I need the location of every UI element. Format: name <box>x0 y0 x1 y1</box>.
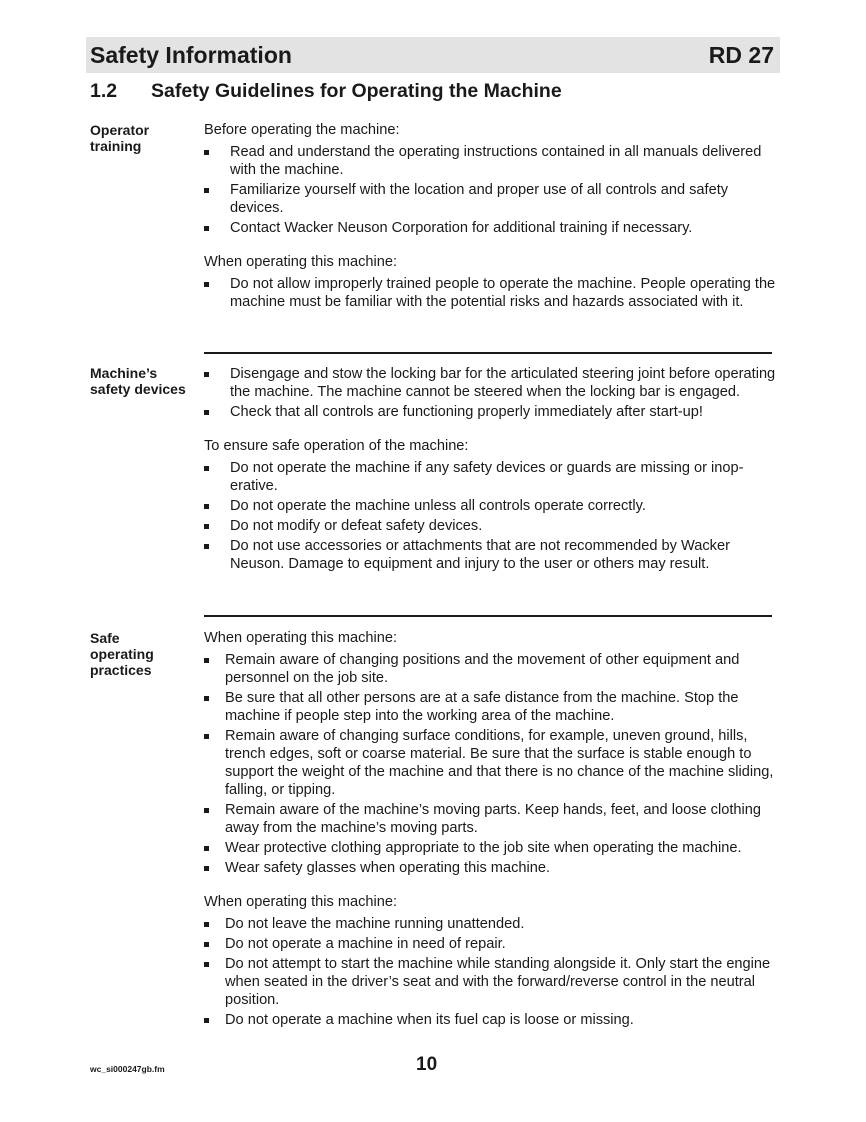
list-item: Do not leave the machine running unattended. <box>204 915 776 933</box>
operator-training-block <box>204 121 776 313</box>
footer-filename: wc_si000247gb.fm <box>90 1064 165 1074</box>
operator-training-intro-2: When operating this machine: <box>204 254 398 270</box>
side-label-safety-devices: Machine’s safety devices <box>90 365 186 397</box>
safe-practices-list-1 <box>204 651 776 877</box>
list-item: Wear protective clothing appropriate to the job site when operating the machine. <box>204 839 776 857</box>
section-heading <box>90 80 562 103</box>
list-item: Wear safety glasses when operating this machine. <box>204 859 776 877</box>
section-title: Safety Guidelines for Operating the Machine <box>151 80 562 102</box>
list-item: Familiarize yourself with the location and proper use of all controls and safety devices. <box>204 181 776 217</box>
list-item: Read and understand the operating instructions contained in all manuals delivered with the machine. <box>204 143 776 179</box>
safe-practices-block <box>204 629 776 1031</box>
side-label-operator-training: Operator training <box>90 122 150 154</box>
list-item: Remain aware of changing surface conditions, for example, uneven ground, hills, trench edges, soft or coarse material. Be sure that the surface is stable enough to support the weight of the machine and that there is no chance of the machine sliding, falling, or tipping. <box>204 727 776 799</box>
section-divider <box>204 352 772 354</box>
list-item: Check that all controls are functioning properly immediately after start-up! <box>204 403 776 421</box>
list-item: Do not attempt to start the machine while standing alongside it. Only start the engine when seated in the driver’s seat and with the forward/reverse control in the neutral position. <box>204 955 776 1009</box>
section-divider <box>204 615 772 617</box>
list-item: Do not use accessories or attachments that are not recommended by Wacker Neuson. Damage to equipment and injury to the user or others may result. <box>204 537 776 573</box>
safety-devices-list-2 <box>204 459 776 573</box>
list-item: Do not operate a machine when its fuel cap is loose or missing. <box>204 1011 776 1029</box>
list-item: Do not operate a machine in need of repair. <box>204 935 776 953</box>
safety-devices-block <box>204 365 776 575</box>
safety-devices-intro-2: To ensure safe operation of the machine: <box>204 438 469 454</box>
list-item: Remain aware of the machine’s moving parts. Keep hands, feet, and loose clothing away from the machine’s moving parts. <box>204 801 776 837</box>
list-item: Do not allow improperly trained people to operate the machine. People operating the machine must be familiar with the potential risks and hazards associated with it. <box>204 275 776 311</box>
list-item: Contact Wacker Neuson Corporation for additional training if necessary. <box>204 219 776 237</box>
safe-practices-intro-1: When operating this machine: <box>204 630 398 646</box>
list-item: Remain aware of changing positions and the movement of other equipment and personnel on the job site. <box>204 651 776 687</box>
operator-training-list-1 <box>204 143 776 237</box>
list-item: Do not operate the machine if any safety devices or guards are missing or inop-erative. <box>204 459 776 495</box>
header-title: Safety Information <box>90 41 292 68</box>
section-number: 1.2 <box>90 80 118 102</box>
safe-practices-list-2 <box>204 915 776 1029</box>
safety-devices-list-1 <box>204 365 776 421</box>
side-label-safe-practices: Safe operating practices <box>90 630 154 678</box>
safe-practices-intro-2: When operating this machine: <box>204 894 398 910</box>
page-number: 10 <box>416 1054 438 1075</box>
operator-training-intro-1: Before operating the machine: <box>204 122 400 138</box>
list-item: Do not modify or defeat safety devices. <box>204 517 776 535</box>
list-item: Be sure that all other persons are at a safe distance from the machine. Stop the machine if people step into the working area of the machine. <box>204 689 776 725</box>
page-header <box>86 37 780 73</box>
list-item: Disengage and stow the locking bar for the articulated steering joint before operating the machine. The machine cannot be steered when the locking bar is engaged. <box>204 365 776 401</box>
header-model: RD 27 <box>708 41 774 68</box>
list-item: Do not operate the machine unless all controls operate correctly. <box>204 497 776 515</box>
operator-training-list-2 <box>204 275 776 311</box>
